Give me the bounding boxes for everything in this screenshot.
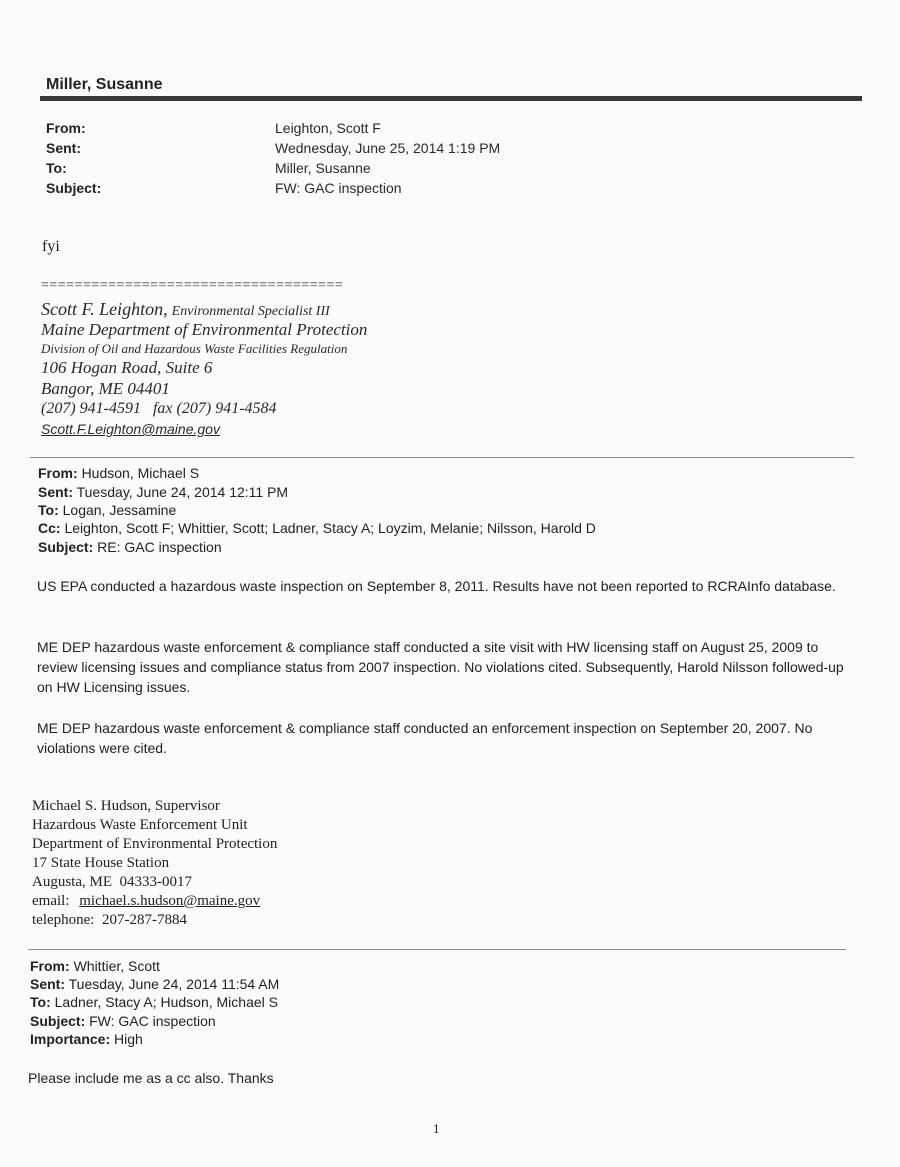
subject-value: FW: GAC inspection: [275, 180, 402, 196]
msg3-subject-value: FW: GAC inspection: [89, 1013, 216, 1029]
msg2-subject-value: RE: GAC inspection: [97, 539, 222, 555]
msg3-subject-label: Subject:: [30, 1013, 86, 1029]
signature-separator: ====================================: [41, 278, 344, 293]
signature-department: Maine Department of Environmental Protection: [41, 320, 368, 339]
msg3-subject: [30, 1013, 216, 1029]
msg2-sent-value: Tuesday, June 24, 2014 12:11 PM: [76, 484, 289, 500]
msg3-to: [30, 994, 278, 1010]
signature-name: Scott F. Leighton,: [41, 299, 168, 319]
msg3-to-value: Ladner, Stacy A; Hudson, Michael S: [54, 994, 278, 1010]
sent-label: Sent:: [46, 140, 81, 156]
signature-name-line: [41, 299, 330, 320]
msg2-sent: [38, 484, 288, 500]
msg2-paragraph-3: ME DEP hazardous waste enforcement & compliance staff conducted an enforcement inspection on September 20, 2007. No violations were cited.: [37, 720, 813, 756]
message-separator-rule: [30, 457, 854, 458]
msg3-from-value: Whittier, Scott: [73, 958, 160, 974]
msg2-to: [38, 502, 176, 518]
msg3-importance-value: High: [114, 1031, 143, 1047]
hudson-sig-line2: Hazardous Waste Enforcement Unit: [32, 817, 248, 833]
signature-division: Division of Oil and Hazardous Waste Facilities Regulation: [41, 341, 348, 356]
to-label: To:: [46, 160, 67, 176]
hudson-sig-line5: Augusta, ME 04333-0017: [32, 874, 192, 890]
msg2-to-label: To:: [38, 502, 59, 518]
hudson-email-label: email:: [32, 893, 70, 909]
msg3-sent-value: Tuesday, June 24, 2014 11:54 AM: [68, 976, 280, 992]
hudson-email-link[interactable]: michael.s.hudson@maine.gov: [79, 893, 261, 909]
hudson-sig-line3: Department of Environmental Protection: [32, 836, 278, 852]
signature-address1: 106 Hogan Road, Suite 6: [41, 358, 213, 377]
msg2-sent-label: Sent:: [38, 484, 73, 500]
to-value: Miller, Susanne: [275, 160, 371, 176]
from-value: Leighton, Scott F: [275, 120, 381, 136]
signature-email-link[interactable]: Scott.F.Leighton@maine.gov: [41, 421, 220, 437]
msg2-subject: [38, 539, 222, 555]
sent-value: Wednesday, June 25, 2014 1:19 PM: [275, 140, 501, 156]
msg2-from: [38, 465, 199, 481]
signature-title: Environmental Specialist III: [171, 304, 330, 319]
msg2-cc: [38, 520, 596, 536]
msg2-to-value: Logan, Jessamine: [62, 502, 177, 518]
from-label: From:: [46, 120, 86, 136]
hudson-sig-line1: Michael S. Hudson, Supervisor: [32, 798, 220, 814]
msg3-sent-label: Sent:: [30, 976, 65, 992]
hudson-sig-email-line: [32, 893, 260, 910]
msg3-importance: [30, 1031, 143, 1047]
msg2-cc-label: Cc:: [38, 520, 61, 536]
subject-label: Subject:: [46, 180, 102, 196]
msg2-cc-value: Leighton, Scott F; Whittier, Scott; Ladner, Stacy A; Loyzim, Melanie; Nilsson, Harold D: [64, 520, 596, 536]
msg2-subject-label: Subject:: [38, 539, 94, 555]
msg3-body: Please include me as a cc also. Thanks: [28, 1070, 274, 1086]
mailbox-owner-name: Miller, Susanne: [46, 76, 163, 93]
msg3-from-label: From:: [30, 958, 70, 974]
hudson-sig-line4: 17 State House Station: [32, 855, 170, 871]
msg3-to-label: To:: [30, 994, 51, 1010]
msg2-paragraph-2: ME DEP hazardous waste enforcement & compliance staff conducted a site visit with HW licensing staff on August 25, 2009 to review licensing issues and compliance status from 2007 inspection. No violations cited. Subsequently, Harold Nilsson followed-up on HW Licensing issues.: [37, 639, 844, 695]
body-intro: fyi: [42, 238, 60, 255]
header-rule: [40, 96, 862, 101]
msg2-from-value: Hudson, Michael S: [81, 465, 200, 481]
signature-phone: (207) 941-4591 fax (207) 941-4584: [41, 400, 277, 417]
msg3-from: [30, 958, 160, 974]
signature-address2: Bangor, ME 04401: [41, 379, 170, 398]
msg2-paragraph-1: US EPA conducted a hazardous waste inspection on September 8, 2011. Results have not been reported to RCRAInfo database.: [37, 578, 836, 594]
msg2-from-label: From:: [38, 465, 78, 481]
message-separator-rule-2: [28, 949, 846, 950]
page-number: 1: [433, 1121, 440, 1136]
msg3-sent: [30, 976, 279, 992]
msg3-importance-label: Importance:: [30, 1031, 111, 1047]
hudson-sig-telephone: telephone: 207-287-7884: [32, 912, 187, 928]
